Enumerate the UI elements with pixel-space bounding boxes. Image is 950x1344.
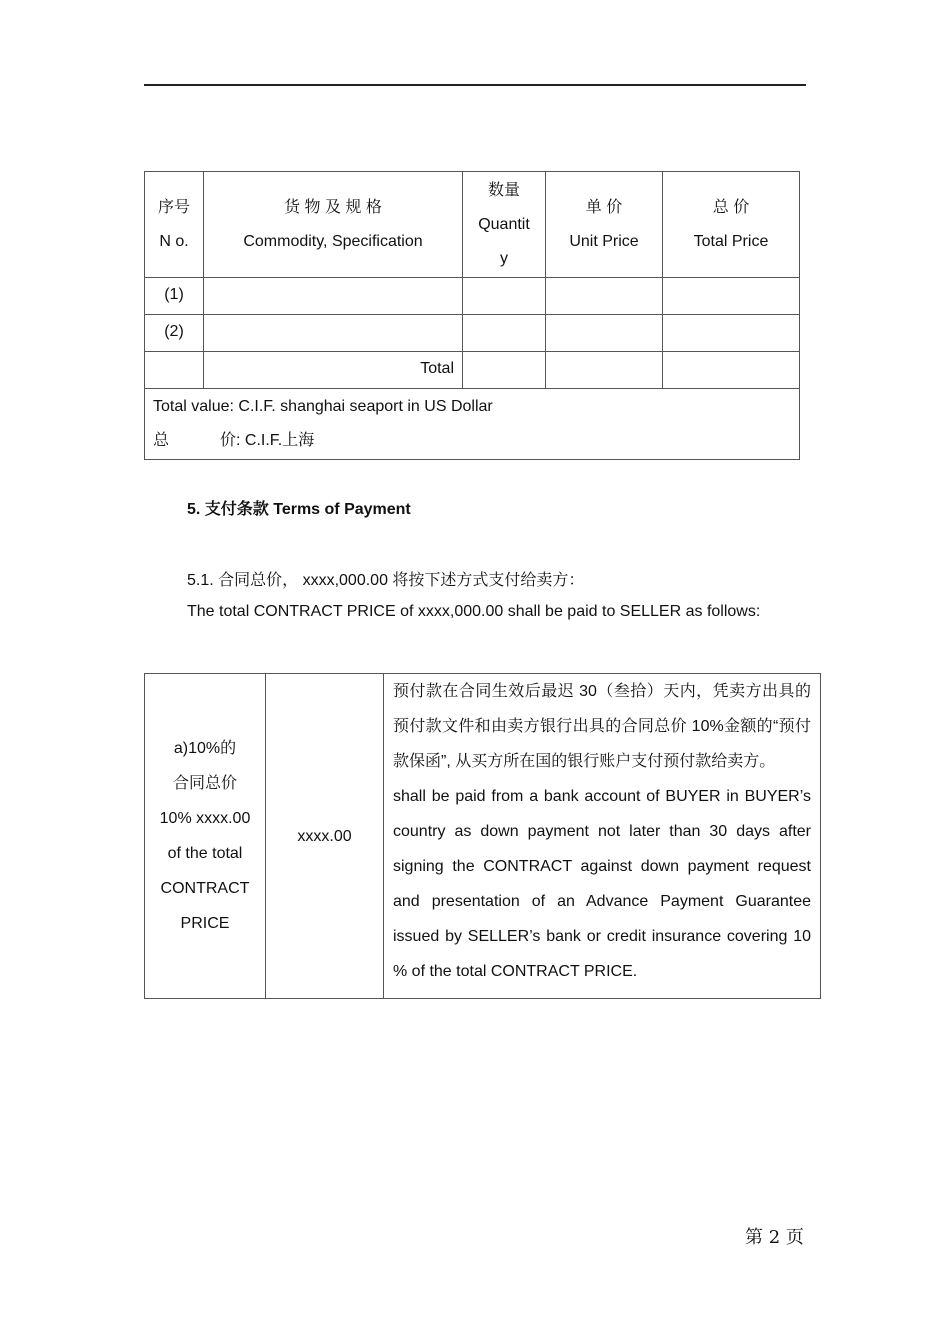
- payment-terms-cell: [384, 674, 821, 999]
- total-price-sum-cell: [663, 352, 800, 389]
- payment-portion-line: a)10%的: [173, 740, 237, 757]
- header-unit-price-cn: 单 价: [585, 198, 623, 216]
- header-unit-price-en: Unit Price: [569, 232, 639, 250]
- total-quantity-cell: [463, 352, 546, 389]
- header-total-price-cn: 总 价: [712, 198, 750, 216]
- section-heading-terms-of-payment: 5. 支付条款 Terms of Payment: [187, 501, 411, 518]
- table-row: [145, 315, 800, 352]
- payment-portion-line: PRICE: [180, 915, 230, 932]
- payment-row: [145, 674, 821, 999]
- commodity-cell: [204, 315, 463, 352]
- total-value-en: Total value: C.I.F. shanghai seaport in US Dollar: [153, 398, 493, 415]
- unit-price-cell: [546, 315, 663, 352]
- total-label: Total: [204, 352, 463, 389]
- header-unit-price: [546, 172, 663, 278]
- payment-portion-line: CONTRACT: [160, 880, 250, 897]
- total-value-cn-rest: 价: C.I.F.上海: [220, 432, 315, 449]
- header-quantity-cn: 数量: [487, 181, 520, 199]
- table-row: [145, 278, 800, 315]
- total-value-cn-label: 总: [153, 432, 170, 449]
- row-label: (2): [145, 315, 204, 352]
- header-commodity-en: Commodity, Specification: [243, 232, 423, 250]
- header-total-price-en: Total Price: [693, 232, 769, 250]
- header-no-en: N o.: [159, 232, 189, 250]
- total-price-cell: [663, 315, 800, 352]
- total-value-cn: [153, 424, 791, 458]
- payment-table: [144, 673, 821, 999]
- header-total-price: [663, 172, 800, 278]
- clause-5-1-cn: 5.1. 合同总价， xxxx,000.00 将按下述方式支付给卖方：: [187, 572, 585, 589]
- row-label: (1): [145, 278, 204, 315]
- total-row: [145, 352, 800, 389]
- total-row-no-cell: [145, 352, 204, 389]
- header-commodity-cn: 货 物 及 规 格: [284, 198, 382, 216]
- header-rule: [144, 84, 806, 86]
- payment-portion-line: 10% xxxx.00: [159, 810, 251, 827]
- header-quantity: [463, 172, 546, 278]
- quantity-cell: [463, 315, 546, 352]
- total-unit-price-cell: [546, 352, 663, 389]
- commodity-cell: [204, 278, 463, 315]
- total-price-cell: [663, 278, 800, 315]
- goods-table: [144, 171, 800, 460]
- payment-portion-line: 合同总价: [172, 775, 237, 792]
- total-value-cell: [145, 389, 800, 460]
- quantity-cell: [463, 278, 546, 315]
- page-number: 第 2 页: [745, 1227, 804, 1248]
- goods-table-header-row: [145, 172, 800, 278]
- payment-terms-en: shall be paid from a bank account of BUYER in BUYER’s country as down payment not later than 30 days after signing the CONTRACT against down payment request and presentation of an Advance Payment Guarantee issued by SELLER’s bank or credit insurance covering 10 % of the total CONTRACT PRICE.: [393, 788, 811, 980]
- header-no-cn: 序号: [157, 198, 190, 216]
- header-no: [145, 172, 204, 278]
- header-quantity-en-1: Quantit: [478, 215, 530, 233]
- payment-amount-cell: xxxx.00: [266, 674, 384, 999]
- header-commodity: [204, 172, 463, 278]
- header-quantity-en-2: y: [500, 249, 508, 267]
- total-value-row: [145, 389, 800, 460]
- clause-5-1-en: The total CONTRACT PRICE of xxxx,000.00 shall be paid to SELLER as follows:: [187, 603, 761, 620]
- payment-terms-cn: 预付款在合同生效后最迟 30（叁拾）天内，凭卖方出具的预付款文件和由卖方银行出具的合同总价 10%金额的“预付款保函”, 从买方所在国的银行账户支付预付款给卖方。: [393, 683, 811, 770]
- unit-price-cell: [546, 278, 663, 315]
- payment-portion-cell: [145, 674, 266, 999]
- payment-portion-line: of the total: [167, 845, 243, 862]
